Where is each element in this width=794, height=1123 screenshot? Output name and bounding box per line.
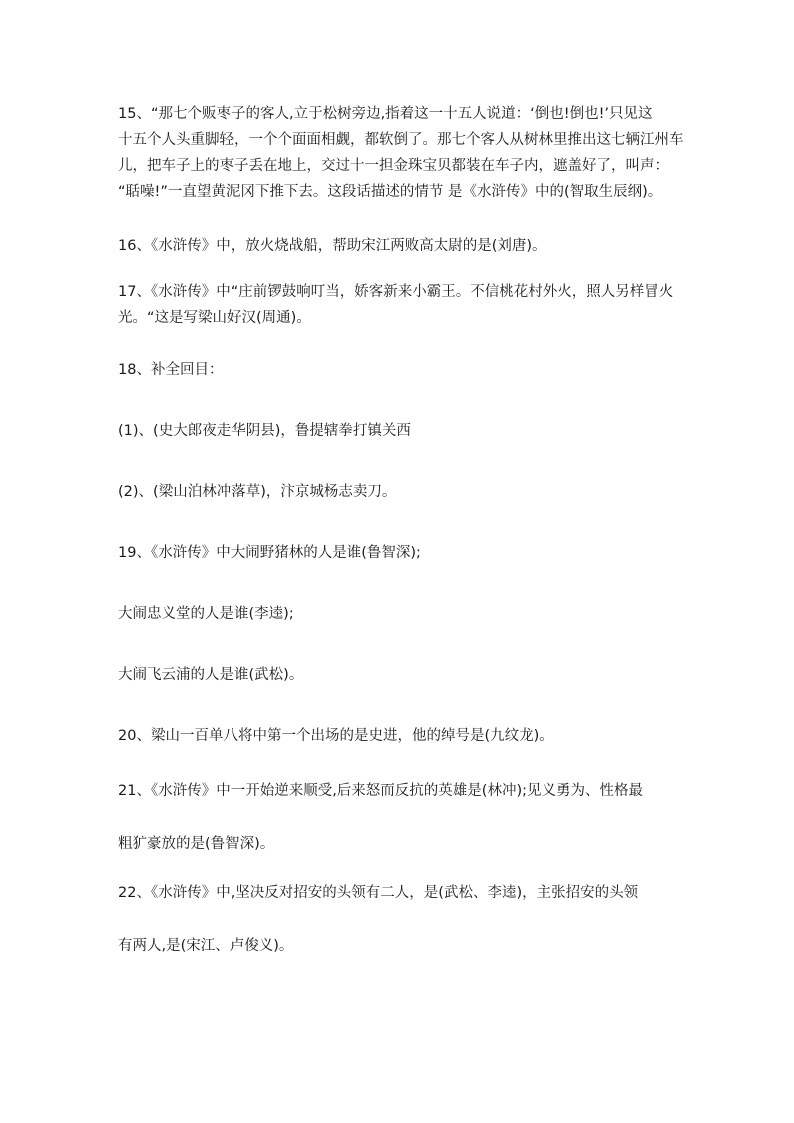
- text-line: “聒噪!”一直望黄泥冈下推下去。这段话描述的情节 是《水浒传》中的(智取生辰纲)。: [118, 184, 663, 200]
- text-line: 19、《水浒传》中大闹野猪林的人是谁(鲁智深);: [118, 545, 421, 561]
- text-line: (1)、(史大郎夜走华阴县)，鲁提辖拳打镇关西: [118, 423, 411, 439]
- paragraph-21: [118, 765, 678, 871]
- paragraph-17: [118, 279, 678, 331]
- text-line: 有两人,是(宋江、卢俊义)。: [118, 938, 294, 954]
- text-line: 20、梁山一百单八将中第一个出场的是史进，他的绰号是(九纹龙)。: [118, 728, 554, 744]
- text-line: 粗犷豪放的是(鲁智深)。: [118, 836, 275, 852]
- text-line: 22、《水浒传》中,坚决反对招安的头领有二人，是(武松、李逵)，主张招安的头领: [118, 885, 639, 901]
- paragraph-20: [118, 723, 678, 749]
- paragraph-16: [118, 233, 678, 259]
- paragraph-18-1: [118, 418, 678, 444]
- paragraph-18: [118, 357, 678, 383]
- text-line: 大闹飞云浦的人是谁(武松)。: [118, 667, 304, 683]
- paragraph-15: [118, 101, 684, 205]
- text-line: (2)、(梁山泊林冲落草)，汴京城杨志卖刀。: [118, 484, 397, 500]
- text-line: 十五个人头重脚轻，一个个面面相觑，都软倒了。那七个客人从树林里推出这七辆江州车: [118, 132, 684, 148]
- paragraph-22: [118, 867, 678, 973]
- paragraph-18-2: [118, 479, 678, 505]
- text-line: 18、补全回目：: [118, 362, 224, 378]
- text-line: 17、《水浒传》中“庄前锣鼓响叮当，娇客新来小霸王。不信桃花村外火，照人另样冒火: [118, 284, 674, 300]
- text-line: 15、“那七个贩枣子的客人,立于松树旁边,指着这一十五人说道：‘倒也!倒也!’只见这: [118, 106, 653, 122]
- paragraph-19: [118, 540, 678, 566]
- paragraph-19-b: [118, 601, 678, 627]
- text-line: 大闹忠义堂的人是谁(李逵);: [118, 606, 294, 622]
- text-line: 光。“这是写梁山好汉(周通)。: [118, 310, 311, 326]
- text-line: 儿，把车子上的枣子丢在地上，交过十一担金珠宝贝都装在车子内，遮盖好了，叫声：: [118, 158, 669, 174]
- text-line: 21、《水浒传》中一开始逆来顺受,后来怒而反抗的英雄是(林冲);见义勇为、性格最: [118, 783, 644, 799]
- paragraph-19-c: [118, 662, 678, 688]
- text-line: 16、《水浒传》中，放火烧战船，帮助宋江两败高太尉的是(刘唐)。: [118, 238, 547, 254]
